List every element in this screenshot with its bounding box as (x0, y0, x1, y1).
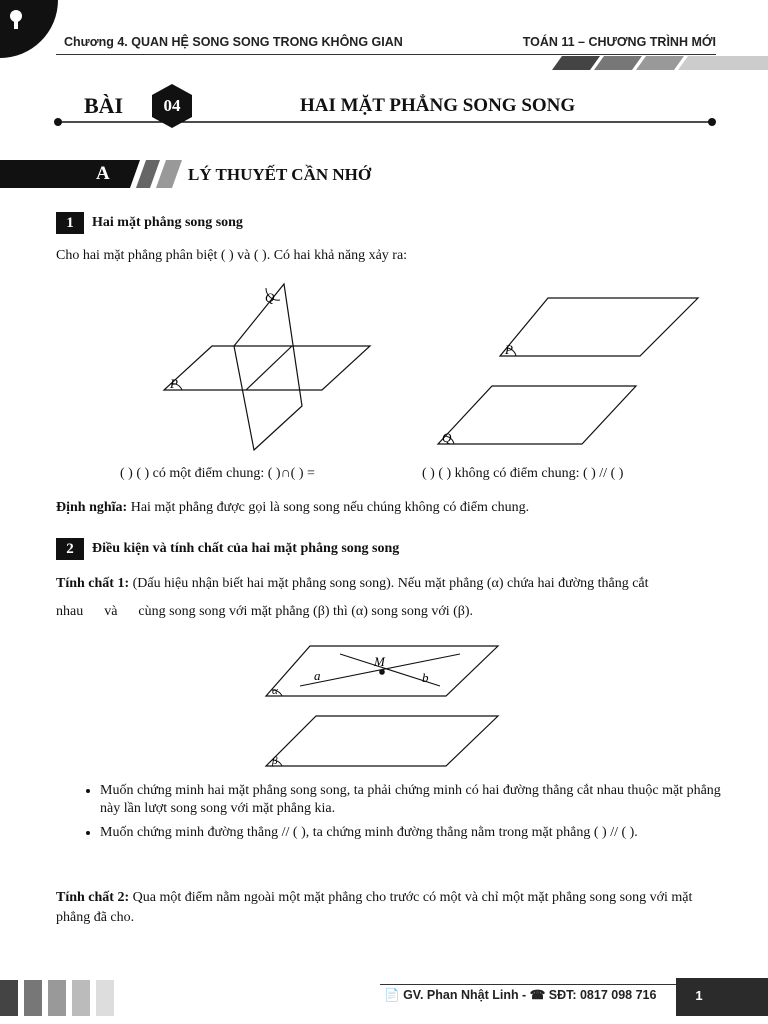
property2-text: Qua một điểm nằm ngoài một mặt phẳng cho trước có một và chỉ một mặt phẳng song song với mặt phẳng đã cho. (56, 890, 693, 925)
footer-author-text: GV. Phan Nhật Linh - ☎ SĐT: 0817 098 716 (403, 988, 657, 1002)
section-title: LÝ THUYẾT CẦN NHỚ (188, 165, 372, 184)
document-icon: 📄 (384, 988, 400, 1002)
fig3-label-beta: β (272, 755, 278, 767)
caption-intersecting: ( ) ( ) có một điểm chung: ( )∩( ) = (120, 466, 315, 481)
figure-intersecting-planes (150, 278, 390, 458)
property1-line1: (Dấu hiệu nhận biết hai mặt phẳng song song). Nếu mặt phẳng (α) chứa hai đường thẳng cắt (129, 576, 649, 591)
fig3-label-alpha: α (272, 685, 278, 697)
header-stripes (552, 56, 768, 70)
fig1-label-p: P (170, 376, 178, 391)
fig1-label-q: Q (265, 290, 275, 305)
footer-divider (380, 984, 676, 985)
list-item: • Muốn chứng minh hai mặt phẳng song song, ta phải chứng minh có hai đường thẳng cắt nhau thuộc mặt phẳng này lần lượt song song với mặt phẳng kia. (100, 782, 736, 818)
fig3-label-m: M (374, 654, 385, 669)
fig2-label-p: P (505, 342, 513, 357)
property1 (56, 574, 716, 594)
method-list (78, 782, 736, 848)
part2-number: 2 (56, 538, 84, 560)
property2-label: Tính chất 2: (56, 890, 130, 905)
section-letter: A (96, 163, 110, 184)
lesson-number: 04 (163, 96, 181, 115)
footer-author (384, 987, 656, 1003)
figure-plane-with-intersecting-lines (260, 640, 510, 772)
definition (56, 498, 529, 518)
part2-title: Điều kiện và tính chất của hai mặt phẳng song song (92, 541, 400, 556)
list-item: • Muốn chứng minh đường thẳng // ( ), ta chứng minh đường thẳng nằm trong mặt phẳng ( ) // ( ). (100, 824, 736, 842)
fig3-label-a: a (314, 668, 321, 683)
definition-text: Hai mặt phẳng được gọi là song song nếu chúng không có điểm chung. (127, 500, 530, 515)
part1-number: 1 (56, 212, 84, 234)
corner-logo (0, 0, 58, 58)
part1-intro: Cho hai mặt phẳng phân biệt ( ) và ( ). Có hai khả năng xảy ra: (56, 248, 408, 263)
page-number: 1 (695, 988, 703, 1003)
part1-title: Hai mặt phẳng song song (92, 215, 243, 230)
caption-parallel: ( ) ( ) không có điểm chung: ( ) // ( ) (422, 466, 624, 481)
footer-blocks (0, 980, 120, 1016)
header-chapter: Chương 4. QUAN HỆ SONG SONG TRONG KHÔNG GIAN (64, 35, 403, 49)
property1-label: Tính chất 1: (56, 576, 130, 591)
property2 (56, 888, 716, 928)
property1-line2: nhau và cùng song song với mặt phẳng (β) thì (α) song song với (β). (56, 604, 474, 619)
fig3-label-b: b (422, 670, 429, 685)
fig2-label-q: Q (442, 430, 452, 445)
header-divider (56, 54, 716, 55)
definition-label: Định nghĩa: (56, 500, 128, 515)
lesson-label: BÀI (84, 93, 124, 118)
lesson-title: HAI MẶT PHẲNG SONG SONG (300, 95, 576, 116)
figure-parallel-planes (430, 290, 710, 450)
header-course: TOÁN 11 – CHƯƠNG TRÌNH MỚI (522, 35, 716, 49)
